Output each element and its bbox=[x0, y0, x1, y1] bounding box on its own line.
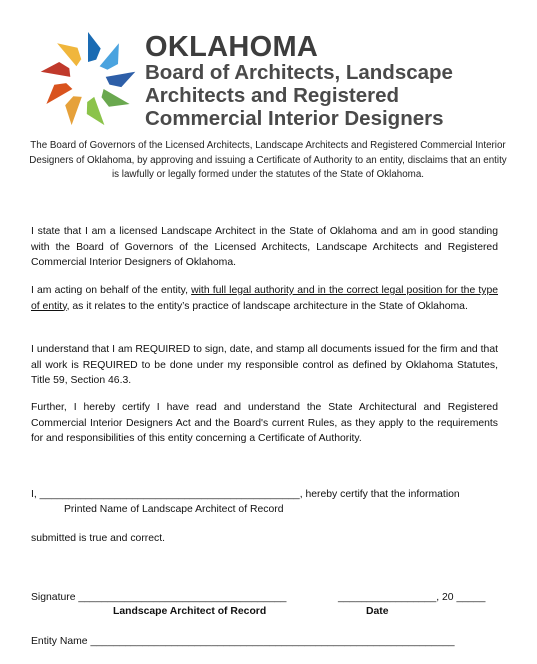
signature-line[interactable]: Signature ____________________________________ bbox=[31, 592, 287, 603]
logo-shard bbox=[41, 62, 71, 77]
logo-shard bbox=[87, 97, 105, 125]
paragraph-acting-end: , as it relates to the entity’s practice of landscape architecture in the State of Oklahoma. bbox=[66, 300, 468, 312]
logo-shard bbox=[100, 43, 119, 69]
certify-name-line[interactable]: I, _____________________________________________, hereby certify that the information bbox=[31, 489, 460, 500]
paragraph-required-statement: I understand that I am REQUIRED to sign, date, and stamp all documents issued for the firm and that all work is REQUIRED to be done under my responsible control as defined by Oklahoma Statutes, Title 59, Section 46.3. bbox=[31, 344, 498, 386]
date-caption: Date bbox=[366, 606, 389, 617]
board-name-line-3: Commercial Interior Designers bbox=[145, 107, 444, 130]
logo-shard bbox=[46, 83, 72, 104]
printed-name-caption: Printed Name of Landscape Architect of Record bbox=[64, 504, 284, 515]
paragraph-licensed-statement: I state that I am a licensed Landscape Architect in the State of Oklahoma and am in good standing with the Board of Governors of the Licensed Architects, Landscape Architects and Registered Commercial Interior Designers of Oklahoma. bbox=[31, 226, 498, 268]
legal-authority-underlined-text: with full legal authority and in the correct legal position for the type of entity bbox=[31, 285, 499, 312]
signature-caption: Landscape Architect of Record bbox=[113, 606, 267, 617]
board-name-line-1: Board of Architects, Landscape bbox=[145, 61, 453, 84]
paragraph-acting-on-behalf bbox=[31, 283, 498, 314]
logo-shard bbox=[65, 96, 82, 125]
entity-name-line[interactable]: Entity Name _______________________________________________________________ bbox=[31, 636, 455, 647]
paragraph-certify-statement: Further, I hereby certify I have read and understand the State Architectural and Registered Commercial Interior Designers Act and the Board's current Rules, as they apply to the requirements for and responsibilities of this entity concerning a Certificate of Authority. bbox=[31, 402, 498, 444]
paragraph-acting-start: I am acting on behalf of the entity, bbox=[31, 285, 192, 296]
oklahoma-board-logo-icon bbox=[38, 30, 138, 130]
logo-shard bbox=[88, 32, 101, 62]
state-name: OKLAHOMA bbox=[145, 31, 319, 63]
date-line[interactable]: _________________, 20 _____ bbox=[338, 592, 486, 603]
board-name-line-2: Architects and Registered bbox=[145, 84, 400, 107]
disclaimer-text: The Board of Governors of the Licensed Architects, Landscape Architects and Registered Commercial Interior Designers of Oklahoma, by approving and issuing a Certificate of Authority to an entity, disclaims that an entity is lawfully or legally formed under the statutes of the State of Oklahoma. bbox=[29, 140, 507, 180]
logo-shard bbox=[106, 72, 136, 87]
submitted-true-line: submitted is true and correct. bbox=[31, 533, 165, 544]
logo-shard bbox=[102, 89, 130, 107]
logo-shard bbox=[57, 43, 81, 66]
